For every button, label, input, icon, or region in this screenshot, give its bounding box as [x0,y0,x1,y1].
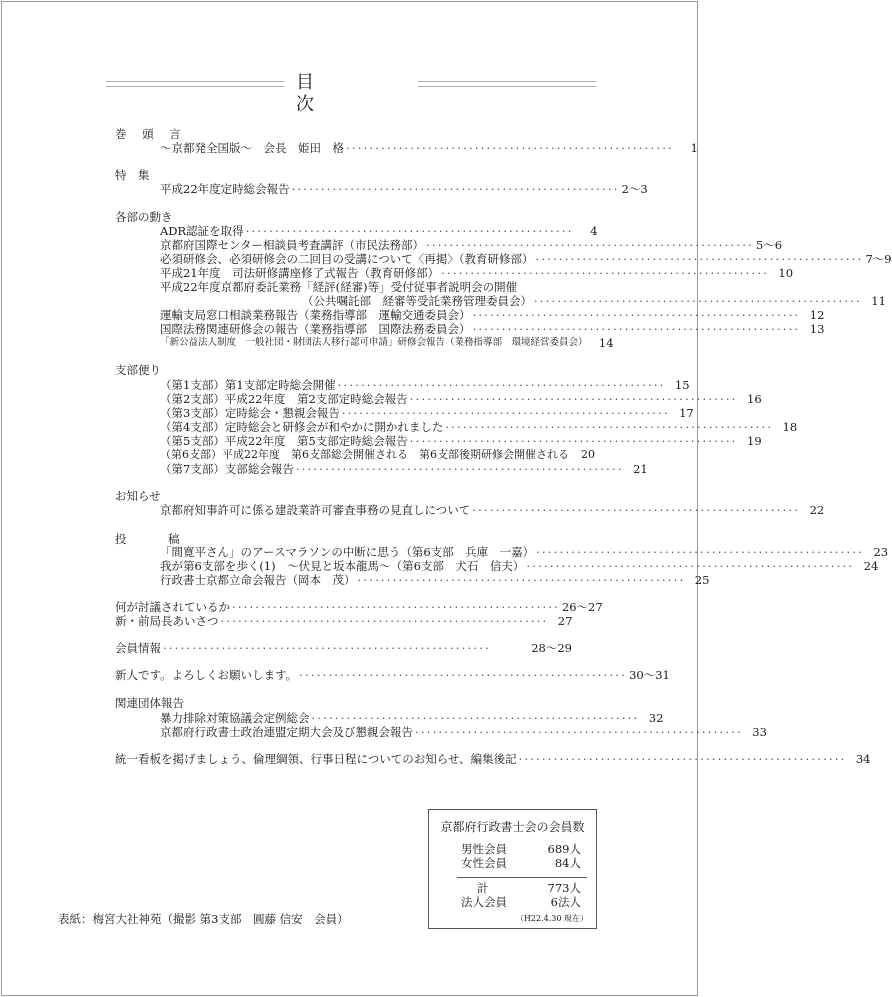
leader-dots: ························································ [409,392,738,406]
box-divider [457,877,587,878]
leader-dots: ························································ [357,573,686,587]
entry-title: （第3支部）定時総会・懇親会報告 [160,406,340,420]
entry-page: 4 [590,224,598,238]
entry-title: ～京都発全国版～ 会長 姫田 格 [160,141,344,155]
toc-entry[interactable] [115,600,603,614]
entry-page: 32 [648,711,664,725]
corp-members-row [461,895,581,909]
toc-entry[interactable] [115,752,871,766]
toc-entry[interactable] [160,378,690,392]
toc-page [1,1,892,996]
entry-page: 33 [752,725,767,739]
member-count-box [428,809,597,929]
leader-dots: ························································ [337,378,666,392]
toc-entry[interactable] [160,573,710,587]
toc-entry[interactable] [160,406,694,420]
entry-page: 22 [809,503,825,517]
toc-entry[interactable] [160,711,664,725]
member-box-title: 京都府行政書士会の会員数 [440,820,585,834]
toc-entry[interactable] [160,559,879,573]
leader-dots: ························································ [526,559,855,573]
toc-entry[interactable] [302,294,886,308]
toc-entry[interactable] [160,448,595,462]
entry-page: 5～6 [755,238,783,252]
toc-entry[interactable] [160,420,798,434]
leader-dots: ························································ [291,182,620,196]
section-label-shibu: 支部便り [115,363,161,377]
cover-caption: 表紙：梅宮大社神苑（撮影 第3支部 圓藤 信安 会員） [58,912,349,926]
leader-dots: ························································ [472,308,801,322]
entry-page: 20 [581,448,595,461]
title-rule-left [106,81,284,87]
entry-title: 「新公益法人制度 一般社団・財団法人移行認可申請」研修会報告（業務指導部 環境経営委員会） [160,337,588,348]
entry-page: 16 [747,392,762,406]
entry-title: （公共嘱託部 経審等受託業務管理委員会） [302,294,532,308]
entry-title: 国際法務関連研修会の報告（業務指導部 国際法務委員会） [160,322,471,336]
entry-title: 京都府知事許可に係る建設業許可審査事務の見直しについて [160,503,471,517]
entry-title: 必須研修会、必須研修会の二回目の受講について〈再掲〉（教育研修部） [160,252,534,266]
leader-dots: ························································ [346,141,674,155]
entry-title: 会員情報 [115,641,161,655]
toc-entry[interactable] [160,545,889,559]
toc-entry[interactable] [160,336,614,350]
entry-title: （第6支部）平成22年度 第6支部総会開催される 第6支部後期研修会開催される [160,448,569,461]
toc-entry[interactable] [115,614,572,628]
leader-dots: ························································ [426,238,754,252]
entry-title: 京都府国際センター相談員考査講評（市民法務部） [160,238,425,252]
entry-title: 何が討議されているか [115,600,230,614]
male-label: 男性会員 [461,842,507,856]
entry-title: （第7支部）支部総会報告 [160,462,294,476]
entry-title: （第2支部）平成22年度 第2支部定時総会報告 [160,392,408,406]
toc-entry[interactable] [160,141,698,155]
entry-page: 28～29 [531,641,572,655]
leader-dots: ························································ [536,545,865,559]
total-label: 計 [477,881,489,895]
entry-page: 1 [690,141,698,155]
total-row [461,881,581,895]
leader-dots: ························································ [472,503,801,517]
male-value: 689人 [547,842,581,856]
corp-label: 法人会員 [461,895,507,909]
female-members-row [461,856,581,870]
entry-page: 11 [871,294,886,308]
female-value: 84人 [554,856,581,870]
section-label-toko: 投 稿 [115,532,195,546]
entry-title: 「間寛平さん」のアースマラソンの中断に思う（第6支部 兵庫 一嘉） [160,545,535,559]
entry-title: （第1支部）第1支部定時総会開催 [160,378,336,392]
entry-page: 15 [674,378,690,392]
section-label-kakubu: 各部の動き [115,210,173,224]
leader-dots: ························································ [232,600,560,614]
as-of-note: （H22.4.30 現在） [515,914,588,923]
leader-dots: ························································ [245,224,574,238]
entry-page: 13 [809,322,825,336]
total-value: 773人 [547,881,581,895]
leader-dots: ························································ [163,641,491,655]
toc-entry[interactable] [160,462,648,476]
leader-dots: ························································ [415,725,743,739]
toc-header [106,72,596,115]
entry-title: 我が第6支部を歩く(1) ～伏見と坂本龍馬～（第6支部 犬石 信夫） [160,559,525,573]
toc-entry[interactable] [160,392,762,406]
entry-page: 21 [633,462,648,476]
section-label-kanren: 関連団体報告 [115,696,184,710]
section-label-tokushu: 特 集 [115,168,150,182]
entry-title: 運輸支局窓口相談業務報告（業務指導部 運輸交通委員会） [160,308,471,322]
section-label-oshirase: お知らせ [115,489,161,503]
entry-page: 23 [873,545,889,559]
entry-page: 24 [863,559,879,573]
entry-page: 7～9 [865,252,892,266]
female-label: 女性会員 [461,856,507,870]
leader-dots: ························································ [220,614,549,628]
page-title: 目 次 [296,72,352,115]
toc-entry[interactable] [160,266,794,280]
toc-entry[interactable] [160,252,892,266]
entry-title: （第4支部）定時総会と研修会が和やかに開かれました [160,420,444,434]
entry-title: 京都府行政書士政治連盟定期大会及び懇親会報告 [160,725,413,739]
toc-entry[interactable] [160,224,598,238]
toc-entry[interactable] [160,308,825,322]
male-members-row [461,842,581,856]
section-label-kantogen: 巻 頭 言 [115,127,187,141]
entry-page: 18 [782,420,798,434]
entry-title: ADR認証を取得 [160,224,244,238]
leader-dots: ························································ [311,711,640,725]
leader-dots: ························································ [409,434,738,448]
entry-page: 30～31 [629,668,670,682]
leader-dots: ························································ [299,668,628,682]
entry-page: 25 [694,573,710,587]
toc-entry[interactable] [160,322,825,336]
entry-title: 平成21年度 司法研修講座修了式報告（教育研修部） [160,266,440,280]
entry-title: 暴力排除対策協議会定例総会 [160,711,310,725]
toc-entry[interactable] [160,182,648,196]
leader-dots: ························································ [445,420,774,434]
entry-title: 統一看板を掲げましょう、倫理綱領、行事日程についてのお知らせ、編集後記 [115,752,517,766]
leader-dots: ························································ [341,406,670,420]
entry-title: 行政書士京都立命会報告（岡本 茂） [160,573,356,587]
leader-dots: ························································ [518,752,847,766]
toc-entry[interactable] [115,641,572,655]
toc-entry[interactable] [115,668,670,682]
entry-title: 平成22年度京都府委託業務「経評(経審)等」受付従事者説明会の開催 [160,280,518,294]
entry-page: 27 [557,614,573,628]
toc-entry[interactable] [160,238,783,252]
corp-value: 6法人 [550,895,581,909]
leader-dots: ························································ [441,266,770,280]
entry-page: 2～3 [621,182,648,196]
leader-dots: ························································ [295,462,624,476]
leader-dots: ························································ [535,252,864,266]
entry-page: 34 [855,752,871,766]
toc-entry[interactable] [160,434,762,448]
entry-page: 17 [679,406,694,420]
entry-page: 14 [598,336,614,350]
title-rule-right [418,81,596,87]
entry-title: 新・前局長あいさつ [115,614,219,628]
entry-page: 26～27 [561,600,603,614]
entry-title: 平成22年度定時総会報告 [160,182,290,196]
entry-page: 12 [809,308,825,322]
toc-entry[interactable] [160,503,825,517]
toc-entry[interactable] [160,725,767,739]
toc-entry[interactable] [160,280,572,294]
entry-page: 19 [747,434,762,448]
entry-title: 新人です。よろしくお願いします。 [115,668,298,682]
entry-title: （第5支部）平成22年度 第5支部定時総会報告 [160,434,408,448]
leader-dots: ························································ [472,322,801,336]
leader-dots: ························································ [534,294,862,308]
entry-page: 10 [778,266,794,280]
